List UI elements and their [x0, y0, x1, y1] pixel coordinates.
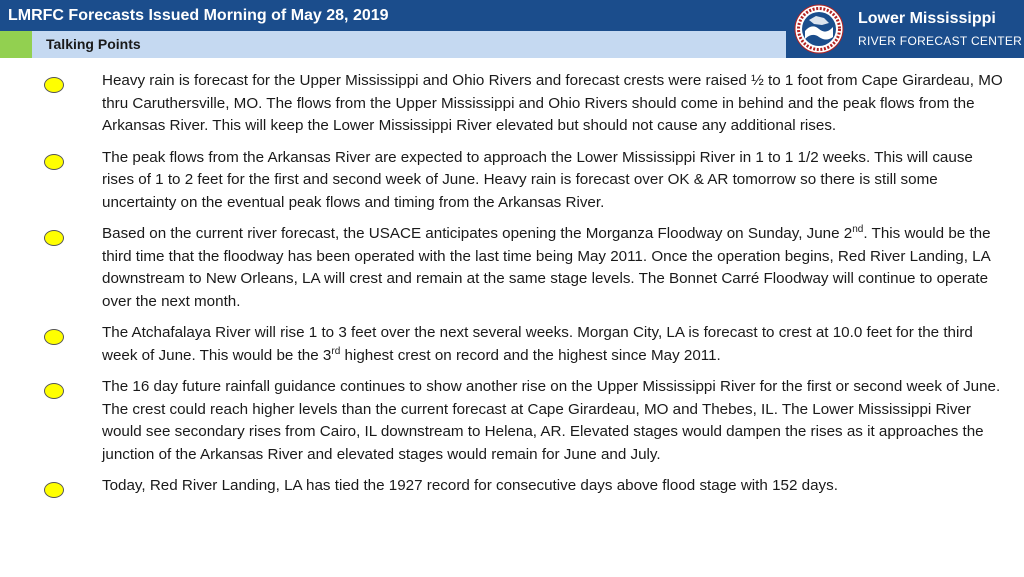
- talking-point: [0, 376, 1024, 466]
- talking-point-text: Heavy rain is forecast for the Upper Mississippi and Ohio Rivers and forecast crests were raised ½ to 1 foot from Cape Girardeau, MO thru Caruthersville, MO. The flows from the Upper Mississippi and Ohio Rivers should come in behind and the peak flows from the Arkansas River. This will keep the Lower Mississippi River elevated but should not cause any additional rises.: [102, 72, 1003, 134]
- talking-point: [0, 223, 1024, 313]
- talking-point-text: The peak flows from the Arkansas River are expected to approach the Lower Mississippi River in 1 to 1 1/2 weeks. This will cause rises of 1 to 2 feet for the first and second week of June. Heavy rain is forecast over OK & AR tomorrow so there is still some uncertainty on the eventual peak flows and timing from the Arkansas River.: [102, 148, 973, 211]
- talking-point: [0, 70, 1024, 138]
- slide-title: LMRFC Forecasts Issued Morning of May 28, 2019: [0, 0, 786, 31]
- yellow-bullet-icon: [44, 77, 64, 93]
- ordinal-suffix: nd: [852, 223, 864, 235]
- yellow-bullet-icon: [44, 482, 64, 498]
- ordinal-suffix: rd: [331, 345, 341, 357]
- rfc-subtitle: RIVER FORECAST CENTER: [858, 34, 1023, 48]
- slide-header: [0, 0, 1024, 58]
- subtitle-bar: [0, 31, 786, 58]
- talking-point-text-cont: . This would be the third time that the floodway has been operated with the last time being May 2011. Once the operation begins, Red River Landing, LA downstream to New Orleans, LA will crest and remain at the same stage levels. The Bonnet Carré Floodway will continue to operate over the next month.: [102, 225, 991, 310]
- rfc-name: Lower Mississippi: [858, 10, 996, 27]
- nws-logo-icon: [794, 4, 844, 54]
- yellow-bullet-icon: [44, 329, 64, 345]
- talking-point-text: The Atchafalaya River will rise 1 to 3 feet over the next several weeks. Morgan City, LA is forecast to crest at 10.0 feet for the third week of June. This would be the 3: [102, 324, 973, 364]
- talking-point-text: Based on the current river forecast, the USACE anticipates opening the Morganza Floodway on Sunday, June 2: [102, 225, 853, 242]
- yellow-bullet-icon: [44, 154, 64, 170]
- slide-subtitle: Talking Points: [32, 31, 786, 58]
- talking-point: [0, 322, 1024, 367]
- yellow-bullet-icon: [44, 383, 64, 399]
- yellow-bullet-icon: [44, 230, 64, 246]
- talking-point-text: The 16 day future rainfall guidance continues to show another rise on the Upper Mississippi River for the first or second week of June. The crest could reach higher levels than the current forecast at Cape Girardeau, MO and Thebes, IL. The Lower Mississippi River would see secondary rises from Cairo, IL downstream to Helena, AR. Elevated stages would dampen the rises as it approaches the junction of the Arkansas River and elevated stages would remain for June and July.: [102, 378, 1001, 463]
- talking-points-list: [0, 70, 1024, 507]
- rfc-banner: [786, 0, 1024, 58]
- accent-block: [0, 31, 32, 58]
- talking-point-text-cont: highest crest on record and the highest since May 2011.: [340, 346, 721, 364]
- talking-point: [0, 147, 1024, 215]
- talking-point-text: Today, Red River Landing, LA has tied the 1927 record for consecutive days above flood stage with 152 days.: [102, 477, 838, 494]
- talking-point: [0, 475, 1024, 498]
